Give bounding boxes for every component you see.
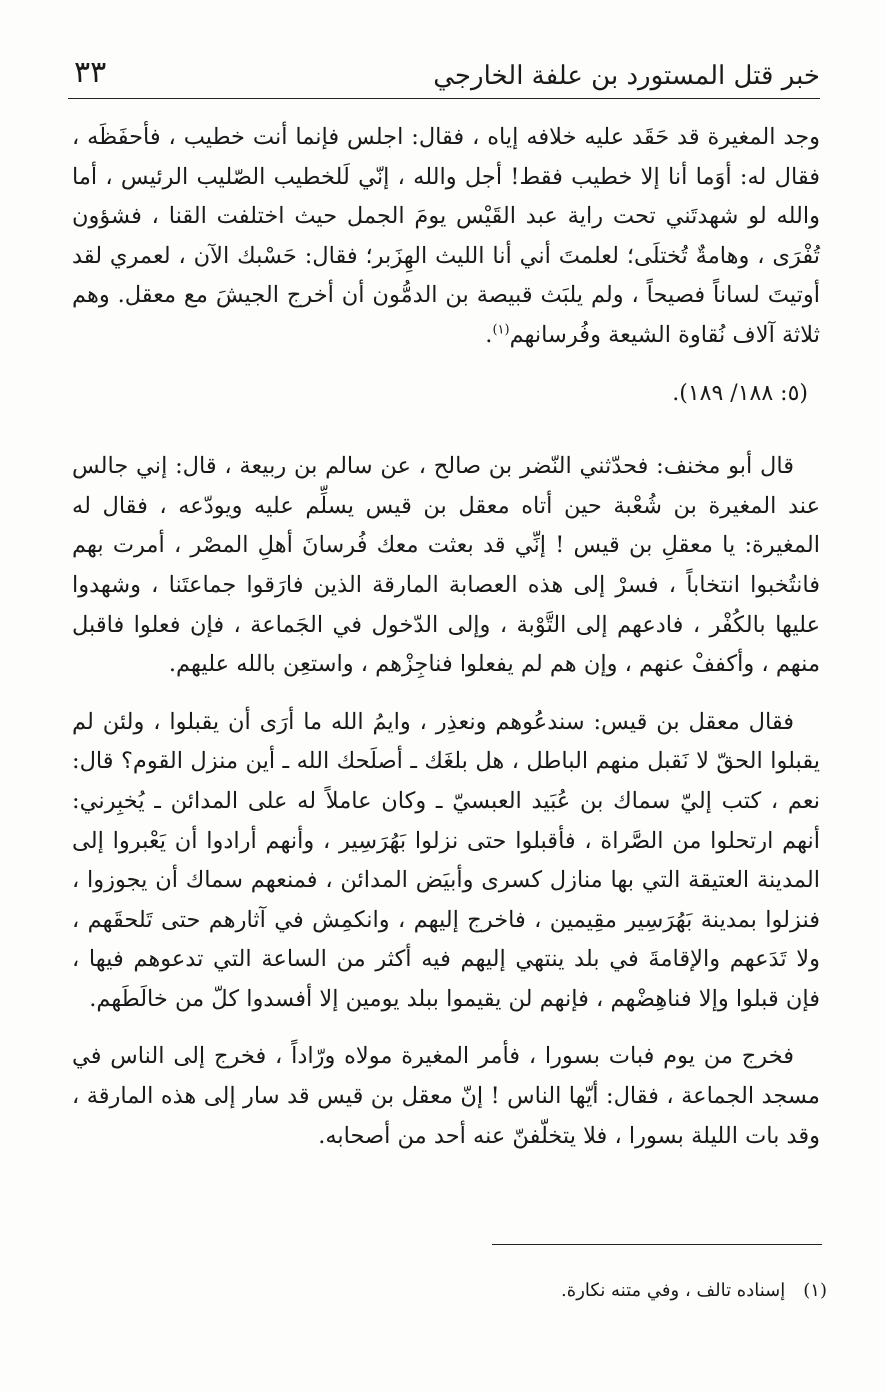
main-text <box>72 118 820 1174</box>
footnote-divider <box>492 1244 822 1245</box>
paragraph-2: قال أبو مخنف: فحدّثني النّضر بن صالح ، عن سالم بن ربيعة ، قال: إني جالس عند المغيرة بن شُعْبة حين أتاه معقل بن قيس يسلِّم عليه ويودّعه ، فقال له المغيرة: يا معقلِ بن قيس ! إنِّي قد بعثت معك فُرسانَ أهلِ المصْر ، أمرت بهم فانتُخبوا انتخاباً ، فسرْ إلى هذه العصابة المارقة الذين فارَقوا جماعتَنا ، وشهدوا عليها بالكُفْر ، فادعهم إلى التَّوْبة ، وإلى الدّخول في الجَماعة ، فإن فعلوا فاقبل منهم ، وأكففْ عنهم ، وإن هم لم يفعلوا فناجِزْهم ، واستعِن بالله عليهم. <box>72 453 820 678</box>
footnote <box>561 1277 827 1305</box>
footnote-text: إسناده تالف ، وفي متنه نكارة. <box>561 1280 786 1301</box>
running-title: خبر قتل المستورد بن علفة الخارجي <box>433 61 820 91</box>
page-number: ٣٣ <box>74 55 107 90</box>
page-header <box>68 52 820 99</box>
paragraph-1-text: وجد المغيرة قد حَقَد عليه خلافه إياه ، فقال: اجلس فإنما أنت خطيب ، فأحفَظَه ، فقال له: أوَما أنا إلا خطيب فقط! أجل والله ، إنّي لَلخطيب الصّليب الرئيس ، أما والله لو شهدتَني تحت راية عبد القَيْس يومَ الجمل حيث اختلفت القنا ، فشؤون تُفْرَى ، وهامةٌ تُختلَى؛ لعلمتَ أني أنا الليث الهِزَبر؛ فقال: حَسْبك الآن ، لعمري لقد أوتيتَ لساناً فصيحاً ، ولم يلبَث قبيصة بن الدمُّون أن أخرج الجيشَ مع معقل. وهم ثلاثة آلاف نُقاوة الشيعة وفُرسانهم <box>72 124 820 348</box>
paragraph-1 <box>72 118 820 356</box>
footnote-marker: (١) <box>803 1280 827 1301</box>
citation-reference: (٥: ١٨٨/ ١٨٩). <box>672 380 808 406</box>
paragraph-3: فقال معقل بن قيس: سندعُوهم ونعذِر ، وايمُ الله ما أرَى أن يقبلوا ، ولئن لم يقبلوا الحقّ لا نَقبل منهم الباطل ، هل بلغَك ـ أصلَحك الله ـ أين منزل القوم؟ قال: نعم ، كتب إليّ سماك بن عُبَيد العبسيّ ـ وكان عاملاً له على المدائن ـ يُخبِرني: أنهم ارتحلوا من الصَّراة ، فأقبلوا حتى نزلوا بَهُرَسِير ، وأنهم أرادوا أن يَعْبروا إلى المدينة العتيقة التي بها منازل كسرى وأبيَض المدائن ، فمنعهم سماك أن يجوزوا ، فنزلوا بمدينة بَهُرَسِير مقِيمين ، فاخرج إليهم ، وانكمِش في آثارهم حتى تَلحقَهم ، ولا تَدَعهم والإقامةَ في بلد ينتهي إليهم فيه أكثر من الساعة التي تدعوهم فيها ، فإن قبلوا وإلا فناهِضْهم ، فإنهم لن يقيموا ببلد يومين إلا أفسدوا كلّ من خالَطَهم. <box>72 708 820 1012</box>
footnote-reference: (١) <box>492 322 510 338</box>
paragraph-1-end: . <box>485 321 493 348</box>
paragraph-4: فخرج من يوم فبات بسورا ، فأمر المغيرة مولاه ورّاداً ، فخرج إلى الناس في مسجد الجماعة ، فقال: أيّها الناس ! إنّ معقل بن قيس قد سار إلى هذه المارقة ، وقد بات الليلة بسورا ، فلا يتخلّفنّ عنه أحد من أصحابه. <box>72 1043 820 1149</box>
